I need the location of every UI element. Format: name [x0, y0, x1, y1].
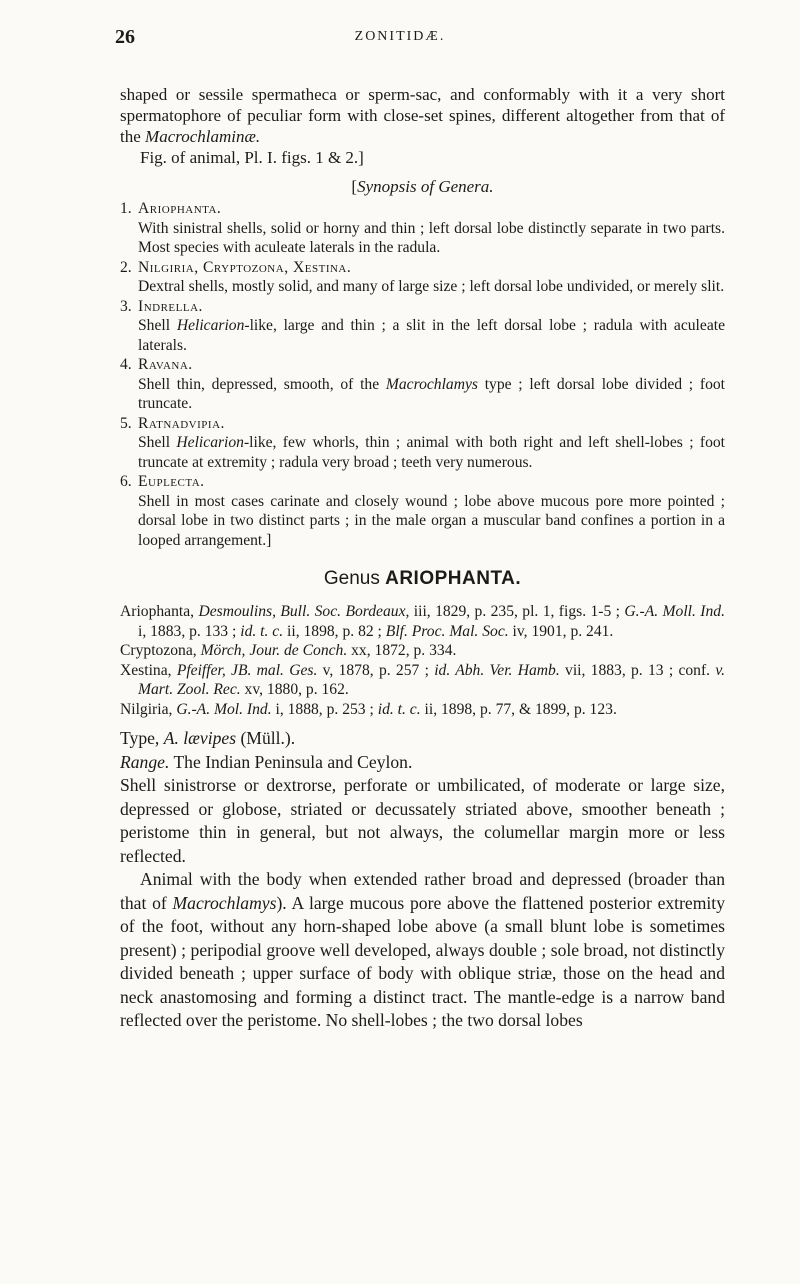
references-list: [120, 602, 725, 719]
synopsis-item-description: Shell Helicarion-like, large and thin ; a slit in the left dorsal lobe ; radula with aculeate laterals.: [138, 317, 725, 354]
synopsis-title: [Synopsis of Genera.: [351, 177, 494, 196]
synopsis-item-heading: 6. Euplecta.: [120, 473, 205, 490]
synopsis-item-description: Shell in most cases carinate and closely wound ; lobe above mucous pore more pointed ; dorsal lobe in two distinct parts ; in the male organ a muscular band confines a portion in a looped arrangement.]: [138, 492, 725, 549]
synopsis-item: [120, 472, 725, 550]
running-title: ZONITIDÆ.: [354, 29, 446, 44]
range-line: Range. The Indian Peninsula and Ceylon.: [120, 751, 413, 772]
reference-entry: Ariophanta, Desmoulins, Bull. Soc. Bordeaux, iii, 1829, p. 235, pl. 1, figs. 1-5 ; G.-A. Moll. Ind. i, 1883, p. 133 ; id. t. c. ii, 1898, p. 82 ; Blf. Proc. Mal. Soc. iv, 1901, p. 241.: [120, 603, 725, 640]
shell-paragraph: Shell sinistrorse or dextrorse, perforate or umbilicated, of moderate or large size, depressed or globose, striated or decussately striated above, smoother beneath ; peristome thin in general, but not always, the columellar margin more or less reflected.: [120, 775, 725, 866]
synopsis-item: [120, 414, 725, 473]
figure-reference: Fig. of animal, Pl. I. figs. 1 & 2.]: [140, 148, 364, 167]
page-number: 26: [115, 26, 135, 48]
type-line: Type, A. lævipes (Müll.).: [120, 728, 296, 748]
synopsis-item-heading: 3. Indrella.: [120, 297, 203, 315]
genus-heading: Genus ARIOPHANTA.: [323, 568, 522, 589]
synopsis-item-heading: 1. Ariophanta.: [120, 200, 222, 217]
page-body: [120, 84, 725, 1033]
reference-entry: Cryptozona, Mörch, Jour. de Conch. xx, 1872, p. 334.: [120, 642, 457, 659]
reference-entry: Xestina, Pfeiffer, JB. mal. Ges. v, 1878, p. 257 ; id. Abh. Ver. Hamb. vii, 1883, p. 13 ; conf. v. Mart. Zool. Rec. xv, 1880, p. 162.: [120, 661, 726, 698]
animal-paragraph: Animal with the body when extended rather broad and depressed (broader than that of Macrochlamys). A large mucous pore above the flattened posterior extremity of the foot, without any horn-shaped lobe above (a small blunt lobe is sometimes present) ; peripodial groove well developed, always double ; sole broad, not distinctly divided beneath ; upper surface of body with oblique striæ, those on the head and neck anastomosing and forming a distinct tract. The mantle-edge is a narrow band reflected over the peristome. No shell-lobes ; the two dorsal lobes: [120, 869, 725, 1030]
synopsis-item-heading: 2. Nilgiria, Cryptozona, Xestina.: [120, 258, 352, 276]
reference-entry: Nilgiria, G.-A. Mol. Ind. i, 1888, p. 253 ; id. t. c. ii, 1898, p. 77, & 1899, p. 123.: [120, 700, 617, 718]
intro-paragraph: shaped or sessile spermatheca or sperm-sac, and conformably with it a very short spermatophore of peculiar form with close-set spines, different altogether from that of the Macrochlaminæ.: [120, 85, 725, 146]
synopsis-item: [120, 258, 725, 297]
synopsis-item-heading: 4. Ravana.: [120, 356, 193, 373]
synopsis-list: [120, 199, 725, 550]
synopsis-item: [120, 355, 725, 414]
synopsis-item-description: Shell thin, depressed, smooth, of the Macrochlamys type ; left dorsal lobe divided ; foot truncate.: [138, 375, 725, 412]
genus-description: [120, 727, 725, 1033]
synopsis-item-description: Dextral shells, mostly solid, and many of large size ; left dorsal lobe undivided, or merely slit.: [138, 278, 725, 295]
running-header: [115, 26, 685, 50]
synopsis-item-description: With sinistral shells, solid or horny and thin ; left dorsal lobe distinctly separate in two parts. Most species with aculeate laterals in the radula.: [138, 219, 725, 256]
synopsis-item-heading: 5. Ratnadvipia.: [120, 414, 225, 432]
synopsis-item: [120, 297, 725, 356]
synopsis-item: [120, 199, 725, 258]
synopsis-item-description: Shell Helicarion-like, few whorls, thin ; animal with both right and left shell-lobes ; foot truncate at extremity ; radula very broad ; teeth very numerous.: [138, 434, 725, 471]
